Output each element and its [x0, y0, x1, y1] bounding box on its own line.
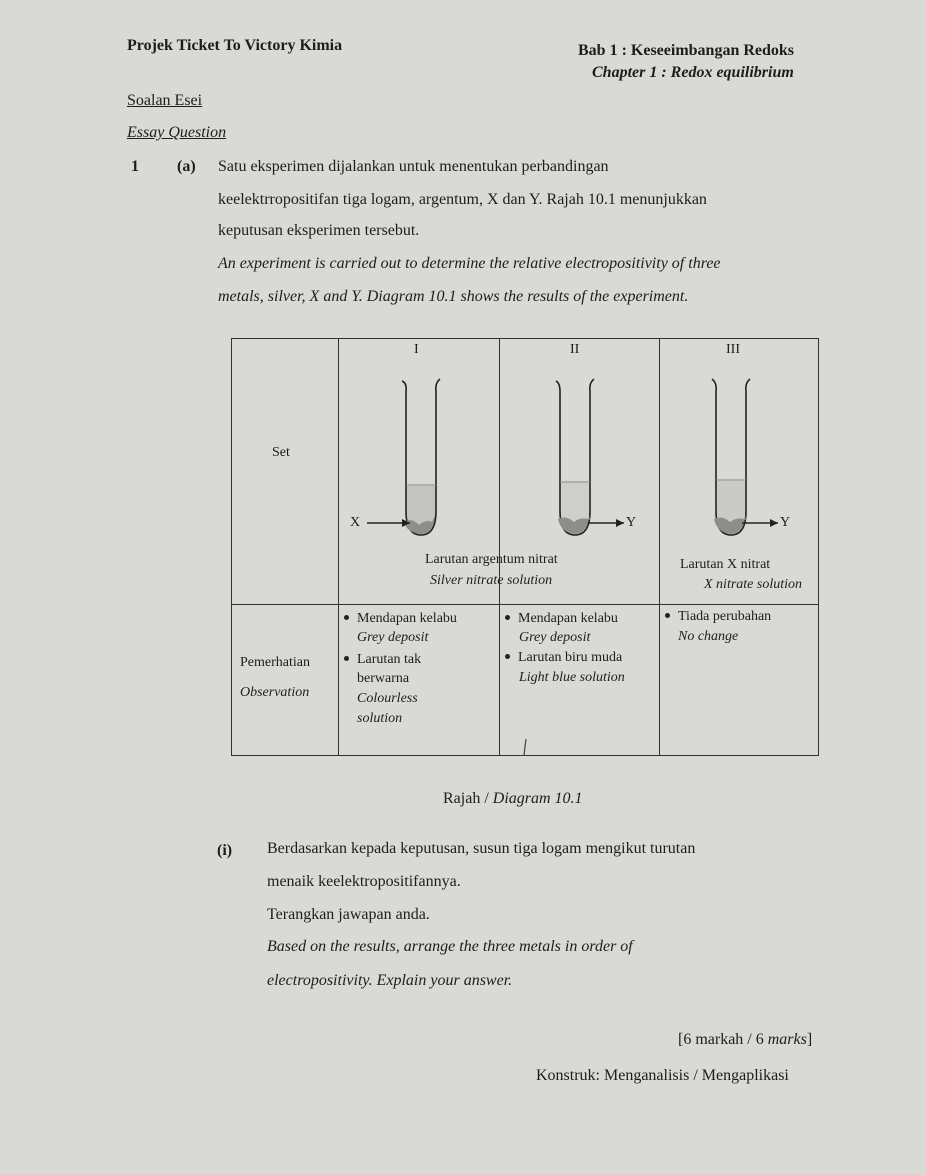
- subquestion-ms-line3: Terangkan jawapan anda.: [267, 906, 430, 923]
- obs2-a-en: Grey deposit: [519, 630, 591, 645]
- diagram-table: [231, 338, 819, 756]
- col-label-3: III: [726, 342, 740, 357]
- table-divider-h: [232, 604, 818, 605]
- subquestion-en-line2: electropositivity. Explain your answer.: [267, 972, 513, 989]
- bullet: [505, 654, 510, 659]
- question-ms-line3: keputusan eksperimen tersebut.: [218, 222, 420, 239]
- diagram-caption-en: Diagram 10.1: [492, 790, 583, 807]
- subquestion-ms-line2: menaik keelektropositifannya.: [267, 873, 461, 890]
- obs1-b-ms-2: berwarna: [357, 671, 410, 686]
- obs2-a-ms-text: Mendapan kelabu: [518, 611, 618, 626]
- question-ms-line2: keelektrropositifan tiga logam, argentum, X dan Y. Rajah 10.1 menunjukkan: [218, 191, 707, 208]
- bullet: [505, 615, 510, 620]
- obs3-a-ms-text: Tiada perubahan: [678, 609, 772, 624]
- diagram-caption: [443, 790, 583, 808]
- question-en-line1: An experiment is carried out to determine the relative electropositivity of three: [218, 255, 721, 272]
- marks-label: [678, 1031, 812, 1049]
- col-label-1: I: [414, 342, 419, 357]
- solution-label-ms-3: Larutan X nitrat: [680, 557, 771, 572]
- subquestion-label: (i): [217, 842, 233, 859]
- header-right-title: Bab 1 : Keseeimbangan Redoks: [578, 42, 795, 59]
- metal-label-1: X: [350, 515, 361, 530]
- section-heading-en: Essay Question: [127, 124, 227, 141]
- marks-num: 6: [755, 1031, 764, 1048]
- obs1-b-ms-text: Larutan tak: [357, 652, 422, 667]
- bullet: [665, 613, 670, 618]
- row-label-set: Set: [272, 445, 290, 460]
- obs3-a-en: No change: [678, 629, 739, 644]
- header-left-title: Projek Ticket To Victory Kimia: [127, 37, 343, 54]
- solution-label-ms-12: Larutan argentum nitrat: [425, 552, 558, 567]
- obs2-b-ms: [505, 648, 622, 668]
- question-number: 1: [131, 158, 139, 175]
- question-ms-line1: Satu eksperimen dijalankan untuk menentukan perbandingan: [218, 158, 609, 175]
- row-label-observation-ms: Pemerhatian: [240, 655, 310, 670]
- section-heading-ms: Soalan Esei: [127, 92, 203, 109]
- arrow-2: [616, 519, 624, 527]
- question-part: (a): [177, 158, 196, 175]
- obs1-a-ms-text: Mendapan kelabu: [357, 611, 457, 626]
- solution-label-en-3: X nitrate solution: [704, 577, 802, 592]
- obs1-b-en-1: Colourless: [357, 691, 418, 706]
- diagram-caption-ms: Rajah /: [443, 790, 489, 807]
- row-label-observation-en: Observation: [240, 685, 310, 700]
- obs1-b-ms: [344, 650, 421, 670]
- subquestion-en-line1: Based on the results, arrange the three metals in order of: [267, 938, 633, 955]
- obs3-a-ms: [665, 607, 771, 627]
- obs1-a-en: Grey deposit: [357, 630, 429, 645]
- pen-mark: [516, 737, 536, 757]
- bullet: [344, 615, 349, 620]
- arrow-3: [770, 519, 778, 527]
- col-label-2: II: [570, 342, 580, 357]
- marks-close: ]: [806, 1031, 813, 1048]
- marks-ms: [6 markah /: [678, 1031, 752, 1048]
- metal-label-3: Y: [780, 515, 791, 530]
- header-right-subtitle: Chapter 1 : Redox equilibrium: [592, 64, 794, 81]
- bullet: [344, 656, 349, 661]
- obs1-a-ms: [344, 609, 457, 629]
- solution-label-en-12: Silver nitrate solution: [430, 573, 553, 588]
- obs2-b-ms-text: Larutan biru muda: [518, 650, 623, 665]
- obs2-a-ms: [505, 609, 618, 629]
- metal-label-2: Y: [626, 515, 637, 530]
- marks-en: marks: [767, 1031, 807, 1048]
- obs2-b-en: Light blue solution: [519, 670, 625, 685]
- question-en-line2: metals, silver, X and Y. Diagram 10.1 shows the results of the experiment.: [218, 288, 689, 305]
- construct-label: Konstruk: Menganalisis / Mengaplikasi: [536, 1067, 789, 1084]
- obs1-b-en-2: solution: [357, 711, 403, 726]
- subquestion-ms-line1: Berdasarkan kepada keputusan, susun tiga logam mengikut turutan: [267, 840, 696, 857]
